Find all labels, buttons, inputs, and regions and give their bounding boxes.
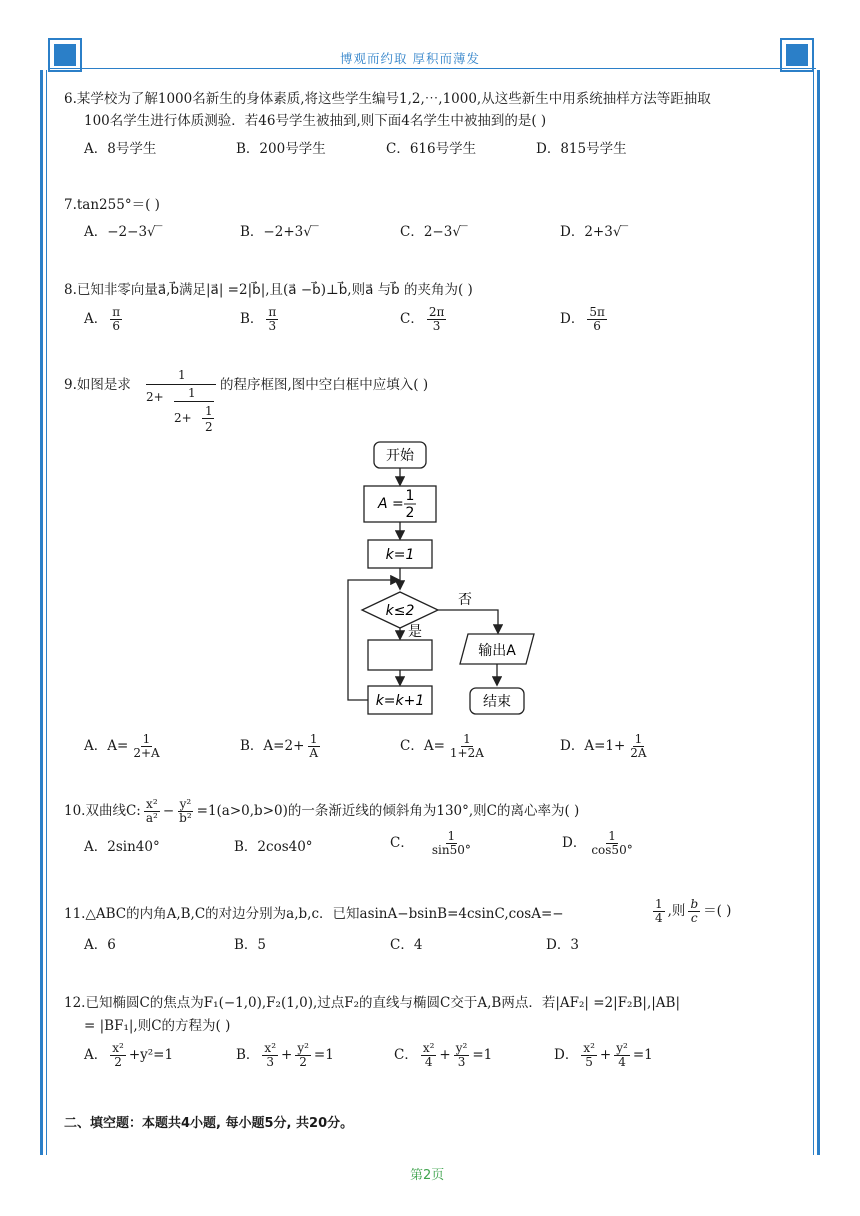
q6-line2: 100名学生进行体质测验．若46号学生被抽到,则下面4名学生中被抽到的是( ) [84,113,547,129]
q10-option-d: D． $\frac{1}{\cos 50^\circ}$ [562,829,633,857]
q6-option-b: B．200号学生 [236,141,326,157]
option-label: B． [240,311,264,327]
q7-option-c: C．2−3√‾ [400,224,468,240]
half-denominator: 2 [405,505,415,521]
page-number: 第2页 [410,1168,445,1183]
fraction: $\frac{\text{x²}}{3}$ [264,1041,276,1069]
header-rule [48,68,816,69]
q11-tail: $\frac{1}{4}$ ,则 $\frac{b}{c}$ ＝( ) [655,897,732,925]
q9-suffix: 的程序框图,图中空白框中应填入( ) [220,377,429,393]
end-label: 结束 [483,694,511,710]
fraction: $\frac{\text{y²}}{\text{b²}}$ [179,797,192,825]
condition-label: k≤2 [385,603,415,619]
blank-box [368,640,432,670]
fraction: $\frac{\pi}{3}$ [268,305,277,333]
q10-stem: 10.双曲线C: $\frac{\text{x²}}{\text{a²}}$ − $\frac{\text{y²}}{\text{b²}}$ =1(a>0,b>0)的一条渐近线的倾斜角为130°,则C的离心率为( ) [64,797,580,825]
start-label: 开始 [386,448,414,464]
q7-option-d: D．2+3√‾ [560,224,629,240]
fraction: $\frac{b}{c}$ [690,897,699,925]
fraction: $\frac{1}{\sin 50^\circ}$ [431,829,471,857]
no-label: 否 [458,592,472,608]
q9-option-b: B．A=2+ $\frac{1}{A}$ [240,732,319,760]
q12-line1: 12.已知椭圆C的焦点为F₁(−1,0),F₂(1,0),过点F₂的直线与椭圆C交于A,B两点．若|AF₂| =2|F₂B|,|AB| [64,995,680,1011]
option-label: D． [560,311,585,327]
option-label: C． [400,311,424,327]
section-heading: 二、填空题：本题共4小题, 每小题5分, 共20分。 [64,1116,354,1131]
q7-option-b: B．−2+3√‾ [240,224,319,240]
fraction: $\frac{\pi}{6}$ [112,305,121,333]
q8-option-d [560,306,610,333]
corner-logo-right [780,38,814,72]
fraction: $\frac{5\pi}{6}$ [589,305,605,333]
q7-option-a: A．−2−3√‾ [84,224,163,240]
q11-option-c: C．4 [390,937,423,953]
fraction: $\frac{1}{2+A}$ [133,732,160,760]
q9-continued-fraction: 1 2+ 1 2+ 1 2 [146,368,218,438]
q11-stem: 11.△ABC的内角A,B,C的对边分别为a,b,c．已知asinA−bsinB=4csinC,cosA=− [64,906,564,922]
q12-line2: = |BF₁|,则C的方程为( ) [84,1018,231,1034]
q8-option-c [400,306,449,333]
half-numerator: 1 [405,488,415,504]
q10-option-c: C． $\frac{1}{\sin 50^\circ}$ [390,829,471,857]
yes-label: 是 [408,624,422,640]
fraction: $\frac{2\pi}{3}$ [428,305,445,333]
fraction: $\frac{1}{\cos 50^\circ}$ [591,829,633,857]
fraction: $\frac{\text{x²}}{4}$ [422,1041,435,1069]
q11-option-b: B．5 [234,937,267,953]
option-label: A． [84,311,108,327]
init-k-label: k=1 [385,547,415,563]
q11-option-a: A．6 [84,937,116,953]
fraction: $\frac{\text{y²}}{3}$ [455,1041,468,1069]
q10-option-a: A．2sin40° [84,839,160,855]
q12-option-c: C． $\frac{\text{x²}}{4}$ + $\frac{\text{y²}}{3}$ =1 [394,1041,493,1069]
q9-option-d: D．A=1+ $\frac{1}{2A}$ [560,732,647,760]
fraction: $\frac{\text{x²}}{\text{a²}}$ [145,797,158,825]
q6-option-a: A．8号学生 [84,141,157,157]
fraction: $\frac{\text{x²}}{5}$ [583,1041,595,1069]
flowchart [330,436,550,726]
q10-option-b: B．2cos40° [234,839,313,855]
q6-line1: 6.某学校为了解1000名新生的身体素质,将这些学生编号1,2,⋯,1000,从这些新生中用系统抽样方法等距抽取 [64,91,711,107]
corner-logo-left [48,38,82,72]
q6-option-d: D．815号学生 [536,141,627,157]
right-border [817,70,820,1155]
fraction: $\frac{\text{y²}}{4}$ [616,1041,628,1069]
q12-option-d: D． $\frac{\text{x²}}{5}$ + $\frac{\text{y²}}{4}$ =1 [554,1041,653,1069]
right-border-inner [813,70,814,1155]
fraction: $\frac{1}{2A}$ [630,732,647,760]
fraction: $\frac{1}{4}$ [655,897,663,925]
init-a-label: A = [378,496,404,512]
q8-option-a [84,306,125,333]
q9-option-a: A．A= $\frac{1}{2+A}$ [84,732,160,760]
fraction: $\frac{1}{1+2A}$ [449,732,484,760]
q8-option-b [240,306,281,333]
q11-option-d: D．3 [546,937,579,953]
left-border [40,70,43,1155]
q6-option-c: C．616号学生 [386,141,477,157]
output-label: 输出A [478,643,516,659]
fraction: $\frac{\text{x²}}{2}$ [112,1041,124,1069]
q9-prefix: 9.如图是求 [64,377,131,393]
q7-stem: 7.tan255°＝( ) [64,197,160,213]
left-border-inner [46,70,47,1155]
q12-option-a: A． $\frac{\text{x²}}{2}$ +y²=1 [84,1041,174,1069]
fraction: $\frac{1}{A}$ [309,732,319,760]
q8-stem: 8.已知非零向量a⃗,b⃗满足|a⃗| =2|b⃗|,且(a⃗ −b⃗)⊥b⃗,则a⃗ 与b⃗ 的夹角为( ) [64,282,473,298]
header-motto: 博观而约取 厚积而薄发 [340,51,480,66]
q12-option-b: B． $\frac{\text{x²}}{3}$ + $\frac{\text{y²}}{2}$ =1 [236,1041,334,1069]
q9-option-c: C．A= $\frac{1}{1+2A}$ [400,732,484,760]
increment-label: k=k+1 [375,693,425,709]
fraction: $\frac{\text{y²}}{2}$ [297,1041,309,1069]
